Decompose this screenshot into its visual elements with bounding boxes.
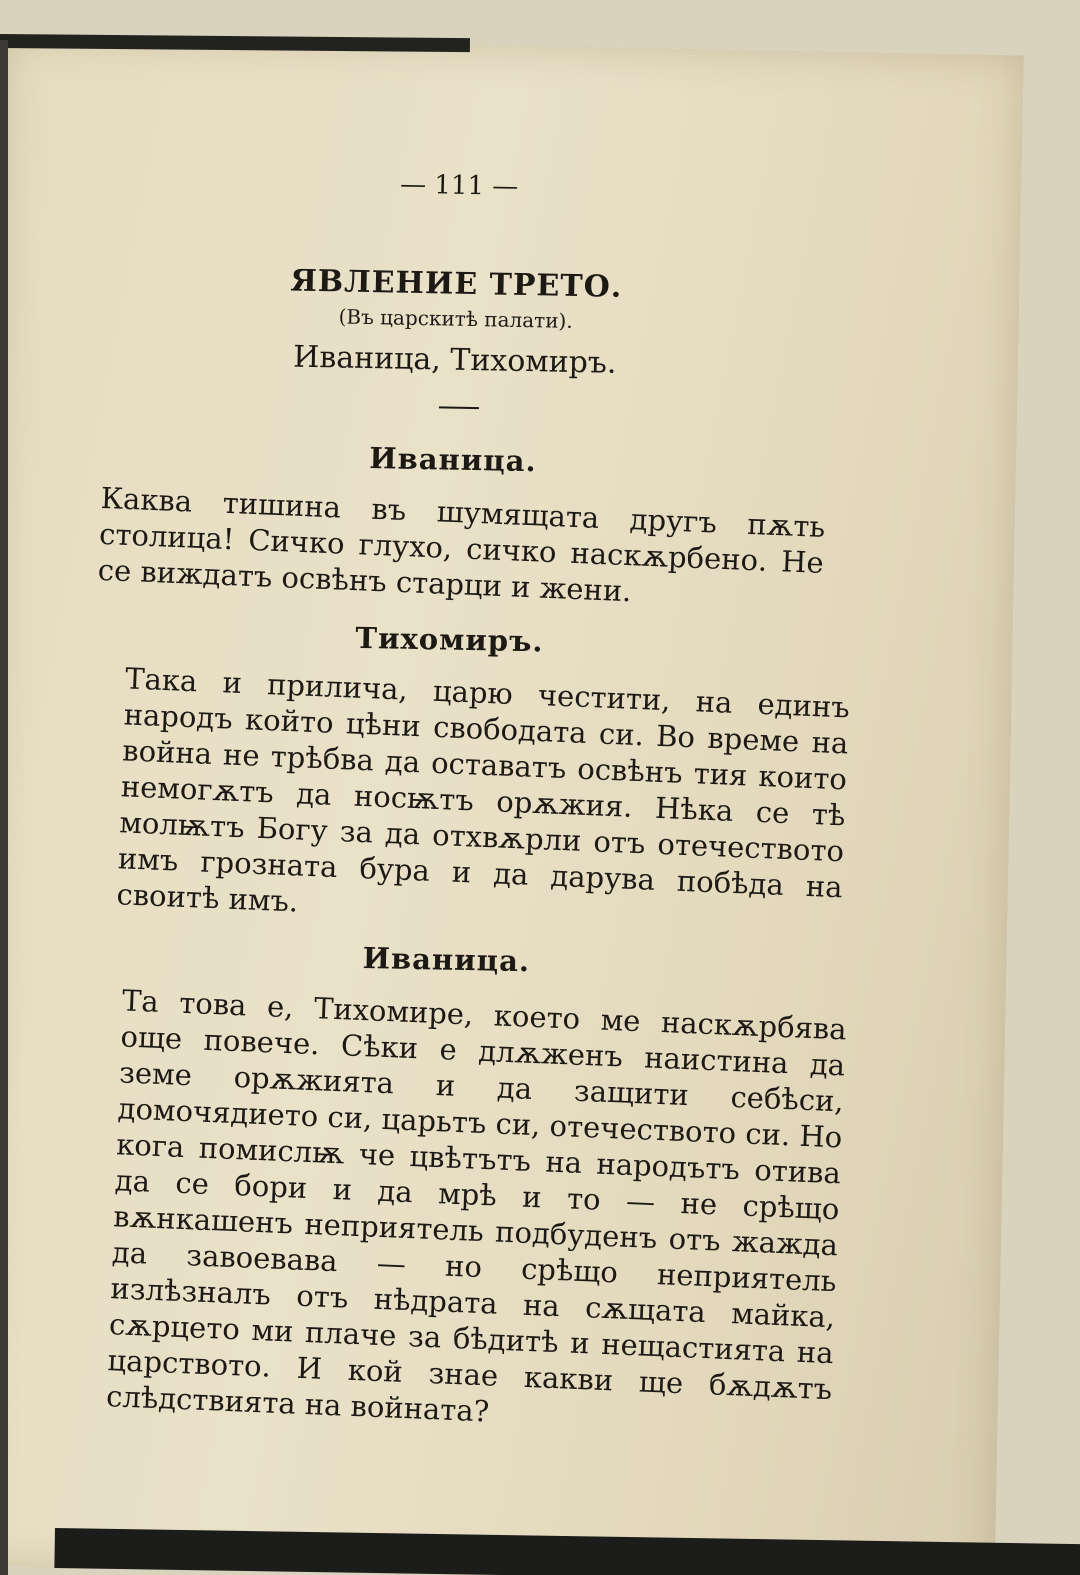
speech-text [116, 660, 851, 941]
speaker-name: Иваница. [362, 941, 531, 979]
paper-sheet [0, 36, 1024, 1575]
speaker-name: Иваница. [368, 441, 537, 479]
characters-list: Иваница, Тихомиръ. [292, 339, 617, 381]
scan-left-edge [0, 40, 8, 1575]
speech-paragraph: Та това е, Тихомире, което ме наскѫрбява още повече. Сѣки е длѫженъ наистина да земе орѫжията и да защити себѣси, домочядието си, царьтъ си, отечеството си. Но кога помислѭ че цвѣтътъ на народътъ отива да се бори и да мрѣ и то — не срѣщо вѫнкашенъ неприятель подбуденъ отъ жажда да завоевава — но срѣщо неприятель излѣзналъ отъ нѣдрата на сѫщата майка, сѫрцето ми плаче за бѣдитѣ и нещастията на царството. И кой знае какви ще бѫдѫтъ слѣдствията на войната? [105, 983, 848, 1429]
divider-rule [439, 406, 479, 409]
speech-paragraph: Така и прилича, царю честити, на единъ народъ който цѣни свободата си. Во време на война не трѣбва да оставатъ освѣнъ тия които немогѫтъ да носѭтъ орѫжия. Нѣка се тѣ молѭтъ Богу за да отхвѫрли отъ отечеството имъ грозната бура и да дарува побѣда на своитѣ имъ. [115, 661, 851, 919]
page-number: — 111 — [399, 169, 519, 202]
speech-paragraph: Каква тишина въ шумящата другъ пѫть столица! Сичко глухо, сичко наскѫрбено. Не се виждатъ освѣнъ старци и жени. [97, 480, 826, 609]
speaker-name: Тихомиръ. [355, 620, 544, 659]
speech-text [106, 982, 848, 1443]
speech-text [97, 480, 826, 617]
stage-direction: (Въ царскитѣ палати). [338, 304, 573, 333]
scene-title: ЯВЛЕНИЕ ТРЕТО. [290, 263, 623, 305]
